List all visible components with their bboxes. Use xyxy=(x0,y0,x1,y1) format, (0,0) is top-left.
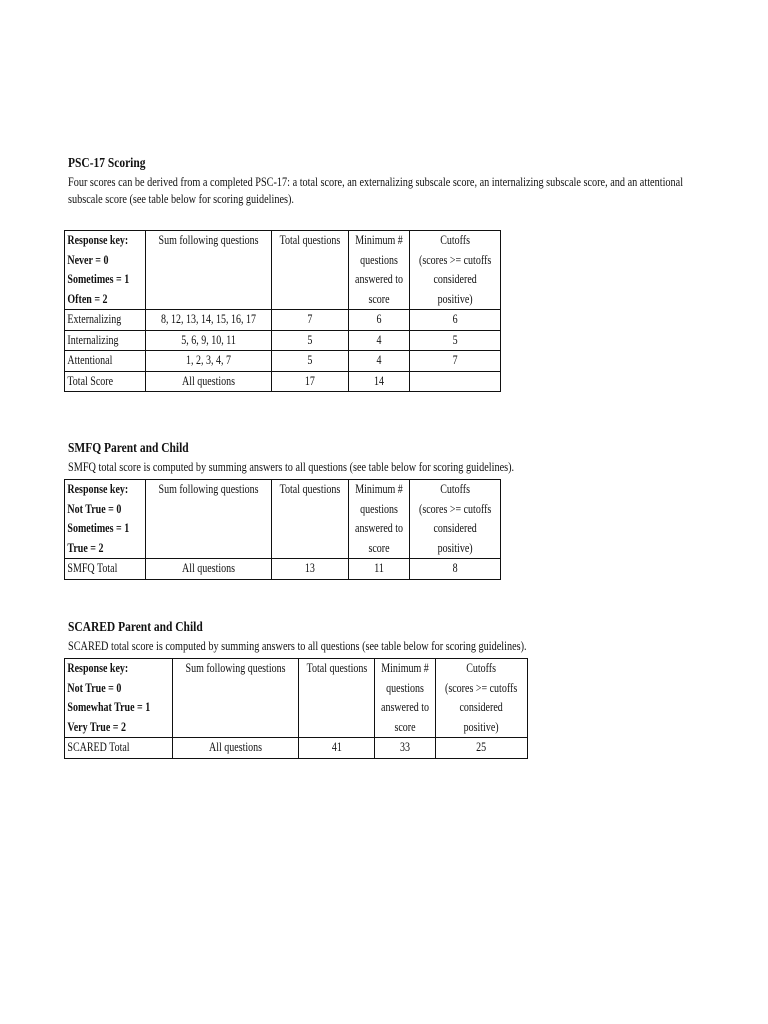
response-key-item: Sometimes = 1 xyxy=(67,521,130,535)
psc17-table xyxy=(64,230,501,392)
row-minimum: 6 xyxy=(376,312,382,326)
column-header-minimum: Minimum # questions answered to score xyxy=(349,231,410,310)
response-key-item: Never = 0 xyxy=(67,252,109,267)
column-header-minimum: Minimum # questions answered to score xyxy=(349,480,410,559)
table-row xyxy=(65,559,501,580)
row-sum: All questions xyxy=(182,561,236,575)
row-sum: 5, 6, 9, 10, 11 xyxy=(181,332,237,347)
response-key-item: Somewhat True = 1 xyxy=(67,700,151,714)
table-header-row xyxy=(65,480,501,559)
row-cutoff: 7 xyxy=(452,353,458,367)
column-header-total: Total questions xyxy=(298,659,375,738)
response-key-cell xyxy=(65,659,173,738)
smfq-title: SMFQ Parent and Child xyxy=(68,441,189,456)
column-header-cutoffs: Cutoffs (scores >= cutoffs considered positive) xyxy=(436,659,527,738)
smfq-section xyxy=(68,441,768,476)
row-cutoff: 25 xyxy=(476,740,487,754)
response-key-item: Often = 2 xyxy=(67,291,108,306)
response-key-cell xyxy=(65,231,146,310)
table-row xyxy=(65,310,501,331)
response-key-item: Not True = 0 xyxy=(67,680,122,695)
table-row xyxy=(65,371,501,392)
response-key-item: Not True = 0 xyxy=(67,501,122,516)
scared-table xyxy=(64,658,528,759)
scared-section xyxy=(68,620,768,655)
response-key-item: True = 2 xyxy=(67,540,104,555)
smfq-table xyxy=(64,479,501,580)
response-key-label: Response key: xyxy=(67,482,129,496)
table-row xyxy=(65,330,501,351)
row-cutoff: 6 xyxy=(452,312,458,326)
table-header-row xyxy=(65,231,501,310)
column-header-sum: Sum following questions xyxy=(172,659,298,738)
table-header-row xyxy=(65,659,528,738)
column-header-sum: Sum following questions xyxy=(146,231,272,310)
table-row xyxy=(65,351,501,372)
row-minimum: 4 xyxy=(376,332,382,347)
psc17-section xyxy=(68,156,768,208)
row-total: 5 xyxy=(307,332,313,347)
column-header-sum: Sum following questions xyxy=(146,480,272,559)
row-cutoff: 8 xyxy=(452,561,458,575)
psc17-title: PSC-17 Scoring xyxy=(68,156,146,171)
response-key-label: Response key: xyxy=(67,233,129,247)
row-total: 7 xyxy=(307,312,313,326)
row-label: Total Score xyxy=(67,373,114,388)
row-label: Internalizing xyxy=(67,332,119,347)
scared-title: SCARED Parent and Child xyxy=(68,620,203,635)
psc17-description: Four scores can be derived from a completed PSC-17: a total score, an externalizing subscale score, an internalizing subscale score, and an attentional subscale score (see table below for scoring guidelines). xyxy=(68,175,684,206)
row-sum: 1, 2, 3, 4, 7 xyxy=(186,353,232,367)
response-key-label: Response key: xyxy=(67,661,129,675)
row-label: Attentional xyxy=(67,353,113,367)
row-total: 41 xyxy=(331,740,342,754)
row-minimum: 33 xyxy=(400,740,411,754)
row-minimum: 4 xyxy=(376,353,382,367)
row-label: SMFQ Total xyxy=(67,561,118,575)
row-total: 5 xyxy=(307,353,313,367)
row-label: SCARED Total xyxy=(67,740,130,754)
smfq-description: SMFQ total score is computed by summing answers to all questions (see table below for scoring guidelines). xyxy=(68,460,515,474)
column-header-minimum: Minimum # questions answered to score xyxy=(375,659,436,738)
column-header-cutoffs: Cutoffs (scores >= cutoffs considered positive) xyxy=(410,231,501,310)
row-minimum: 14 xyxy=(374,373,385,388)
row-label: Externalizing xyxy=(67,312,122,326)
response-key-item: Sometimes = 1 xyxy=(67,272,130,286)
row-minimum: 11 xyxy=(374,561,384,575)
row-sum: All questions xyxy=(208,740,262,754)
column-header-cutoffs: Cutoffs (scores >= cutoffs considered positive) xyxy=(410,480,501,559)
response-key-cell xyxy=(65,480,146,559)
row-total: 13 xyxy=(305,561,316,575)
column-header-total: Total questions xyxy=(272,480,349,559)
row-sum: 8, 12, 13, 14, 15, 16, 17 xyxy=(161,312,257,326)
scared-description: SCARED total score is computed by summing answers to all questions (see table below for scoring guidelines). xyxy=(68,639,527,653)
row-cutoff: 5 xyxy=(452,332,458,347)
row-sum: All questions xyxy=(182,373,236,388)
table-row xyxy=(65,738,528,759)
row-total: 17 xyxy=(305,373,316,388)
response-key-item: Very True = 2 xyxy=(67,719,126,734)
column-header-total: Total questions xyxy=(272,231,349,310)
